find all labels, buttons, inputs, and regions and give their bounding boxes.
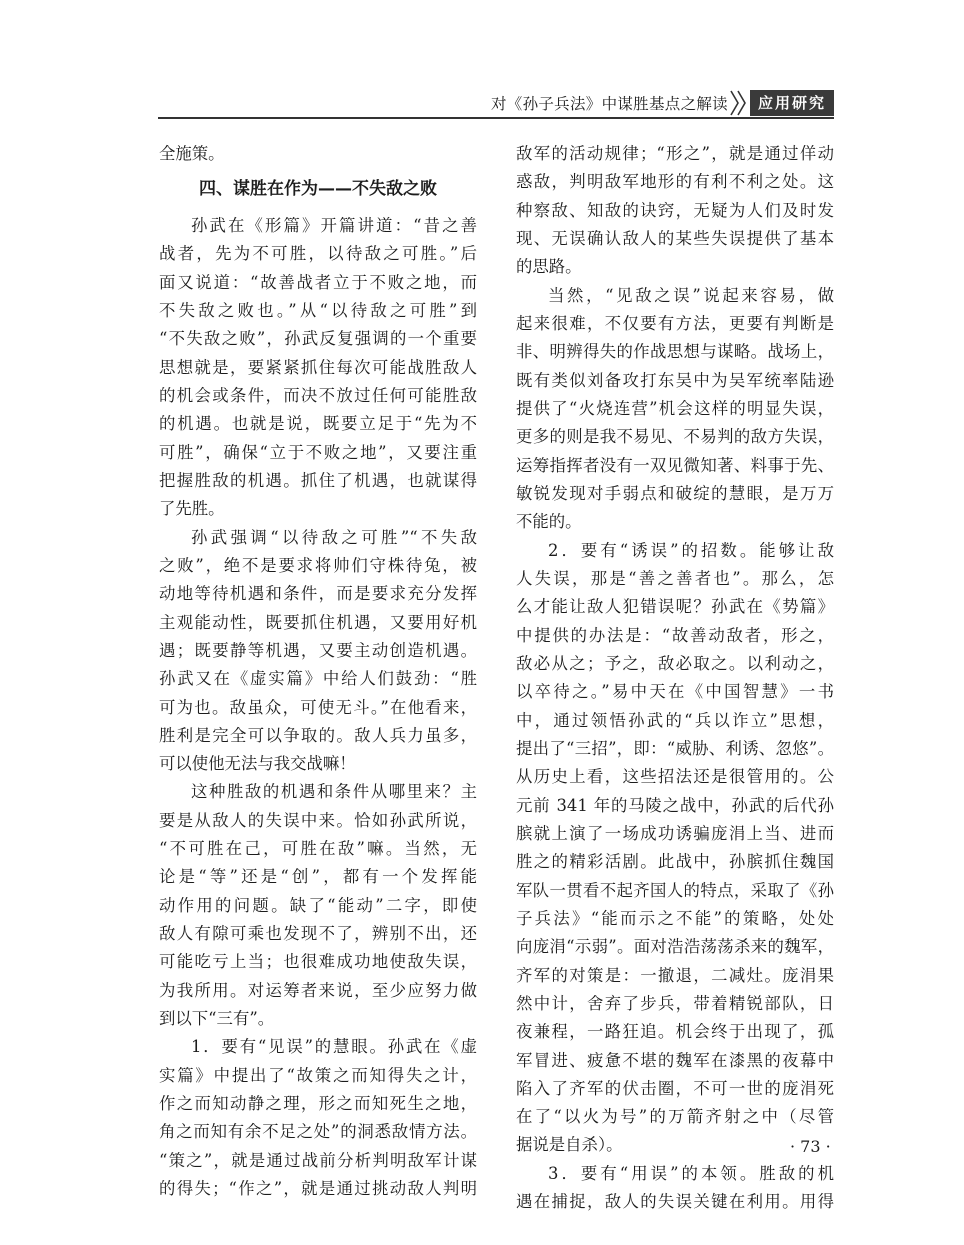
text-line: 不失敌之败也。”从“以待敌之可胜”到 <box>159 300 477 320</box>
text-line: 动地等待机遇和条件，而是要求充分发挥 <box>159 584 477 604</box>
text-line: 这种胜敌的机遇和条件从哪里来？主 <box>191 782 477 802</box>
text-line: 胜之的精彩活剧。此战中，孙膑抓住魏国 <box>516 852 834 872</box>
text-line: 向庞涓“示弱”。面对浩浩荡荡杀来的魏军， <box>516 937 834 957</box>
text-line: “策之”，就是通过战前分析判明敌军计谋 <box>159 1150 477 1170</box>
text-line: 的得失；“作之”，就是通过挑动敌人判明 <box>159 1179 477 1199</box>
text-line: 3．要有“用误”的本领。胜敌的机 <box>548 1163 834 1183</box>
text-line: 面又说道：“故善战者立于不败之地，而 <box>159 272 477 292</box>
text-line: 元前 341 年的马陵之战中，孙武的后代孙 <box>516 795 834 815</box>
text-line: 胜利是完全可以争取的。敌人兵力虽多， <box>159 725 477 745</box>
text-line: 夜兼程，一路狂追。机会终于出现了，孤 <box>516 1022 834 1042</box>
right-column <box>516 140 834 1216</box>
text-line: 齐军的对策是：一撤退，二减灶。庞涓果 <box>516 965 834 985</box>
text-line: 孙武又在《虚实篇》中给人们鼓劲：“胜 <box>159 669 477 689</box>
text-line: 非、明辨得失的作战思想与谋略。战场上， <box>516 342 834 362</box>
text-line: 遇；既要静等机遇，又要主动创造机遇。 <box>159 640 477 660</box>
text-line: 了先胜。 <box>159 499 225 519</box>
text-line: 实篇》中提出了“故策之而知得失之计， <box>159 1065 477 1085</box>
text-line: 提出了“三招”，即：“威胁、利诱、忽悠”。 <box>516 738 834 758</box>
text-line: 论是“等”还是“创”，都有一个发挥能 <box>159 867 477 887</box>
text-line: 角之而知有余不足之处”的洞悉敌情方法。 <box>159 1122 477 1142</box>
text-line: 提供了“火烧连营”机会这样的明显失误， <box>516 398 834 418</box>
text-line: 之败”，绝不是要求将帅们守株待兔，被 <box>159 555 477 575</box>
text-line: 战者，先为不可胜，以待敌之可胜。”后 <box>159 244 477 264</box>
text-line: 孙武在《形篇》开篇讲道：“昔之善 <box>191 215 477 235</box>
section-tag: 应用研究 <box>750 90 834 116</box>
text-line: 惑敌，判明敌军地形的有利不利之处。这 <box>516 172 834 192</box>
header-rule <box>158 117 834 119</box>
text-line: 1．要有“见误”的慧眼。孙武在《虚 <box>191 1037 477 1057</box>
text-line: 全施策。 <box>159 144 225 163</box>
text-line: 中提供的办法是：“故善动敌者，形之， <box>516 625 834 645</box>
text-line: 当然，“见敌之误”说起来容易，做 <box>548 285 834 305</box>
text-line: 可以使他无法与我交战嘛！ <box>159 754 356 774</box>
double-chevron-icon <box>730 90 748 116</box>
text-line: 可能吃亏上当；也很难成功地使敌失误， <box>159 952 477 972</box>
text-line: 军队一贯看不起齐国人的特点，采取了《孙 <box>516 880 834 900</box>
text-line: 敌必从之；予之，敌必取之。以利动之， <box>516 653 834 673</box>
text-line: 动作用的问题。缺了“能动”二字，即使 <box>159 895 477 915</box>
text-line: 中，通过领悟孙武的“兵以诈立”思想， <box>516 710 834 730</box>
text-line: 为我所用。对运筹者来说，至少应努力做 <box>159 980 477 1000</box>
text-line: 敏锐发现对手弱点和破绽的慧眼，是万万 <box>516 483 834 503</box>
running-header <box>158 88 834 118</box>
text-line: 膑就上演了一场成功诱骗庞涓上当、进而 <box>516 823 834 843</box>
text-line: 作之而知动静之理，形之而知死生之地， <box>159 1094 477 1114</box>
text-line: 敌军的活动规律；“形之”，就是通过佯动 <box>516 144 834 163</box>
text-line: 的机会或条件，而决不放过任何可能胜敌 <box>159 385 477 405</box>
text-line: 现、无误确认敌人的某些失误提供了基本 <box>516 228 834 248</box>
text-line: 么才能让敌人犯错误呢？孙武在《势篇》 <box>516 597 834 617</box>
section-heading: 四、谋胜在作为——不失敌之败 <box>199 179 437 200</box>
text-line: “不失敌之败”，孙武反复强调的一个重要 <box>159 329 477 349</box>
text-line: 以卒待之。”易中天在《中国智慧》一书 <box>516 682 834 702</box>
text-line: 可胜”，确保“立于不败之地”，又要注重 <box>159 442 477 462</box>
text-line: 人失误，那是“善之善者也”。那么，怎 <box>516 568 834 588</box>
text-line: 到以下“三有”。 <box>159 1009 275 1029</box>
left-column <box>159 140 477 1203</box>
page-number: · 73 · <box>790 1137 831 1156</box>
text-line: 起来很难，不仅要有方法，更要有判断是 <box>516 313 834 333</box>
text-line: 2．要有“诱误”的招数。能够让敌 <box>548 540 834 560</box>
text-line: 思想就是，要紧紧抓住每次可能战胜敌人 <box>159 357 477 377</box>
text-line: 把握胜敌的机遇。抓住了机遇，也就谋得 <box>159 470 477 490</box>
text-line: 要是从敌人的失误中来。恰如孙武所说， <box>159 810 477 830</box>
text-line: 敌人有隙可乘也发现不了，辨别不出，还 <box>159 924 477 944</box>
text-line: 主观能动性，既要抓住机遇，又要用好机 <box>159 612 477 632</box>
text-line: 不能的。 <box>516 512 582 532</box>
text-line: 种察敌、知敌的诀窍，无疑为人们及时发 <box>516 200 834 220</box>
text-line: 运筹指挥者没有一双见微知著、料事于先、 <box>516 455 834 475</box>
text-line: 的思路。 <box>516 257 582 277</box>
text-line: 子兵法》“能而示之不能”的策略，处处 <box>516 908 834 928</box>
text-line: 然中计，舍弃了步兵，带着精锐部队，日 <box>516 993 834 1013</box>
text-line: 军冒进、疲惫不堪的魏军在漆黑的夜幕中 <box>516 1050 834 1070</box>
text-line: 据说是自杀）。 <box>516 1135 623 1155</box>
text-line: 从历史上看，这些招法还是很管用的。公 <box>516 767 834 787</box>
text-line: 遇在捕捉，敌人的失误关键在利用。用得 <box>516 1192 834 1212</box>
text-line: 在了“以火为号”的万箭齐射之中（尽管 <box>516 1107 834 1127</box>
text-line: 既有类似刘备攻打东吴中为吴军统率陆逊 <box>516 370 834 390</box>
text-line: 孙武强调“以待敌之可胜”“不失敌 <box>191 527 477 547</box>
text-line: 可为也。敌虽众，可使无斗。”在他看来， <box>159 697 477 717</box>
running-header-title: 对《孙子兵法》中谋胜基点之解读 <box>490 95 728 113</box>
text-line: 陷入了齐军的伏击圈，不可一世的庞涓死 <box>516 1078 834 1098</box>
text-line: “不可胜在己，可胜在敌”嘛。当然，无 <box>159 839 477 859</box>
text-line: 的机遇。也就是说，既要立足于“先为不 <box>159 414 477 434</box>
text-line: 更多的则是我不易见、不易判的敌方失误， <box>516 427 834 447</box>
